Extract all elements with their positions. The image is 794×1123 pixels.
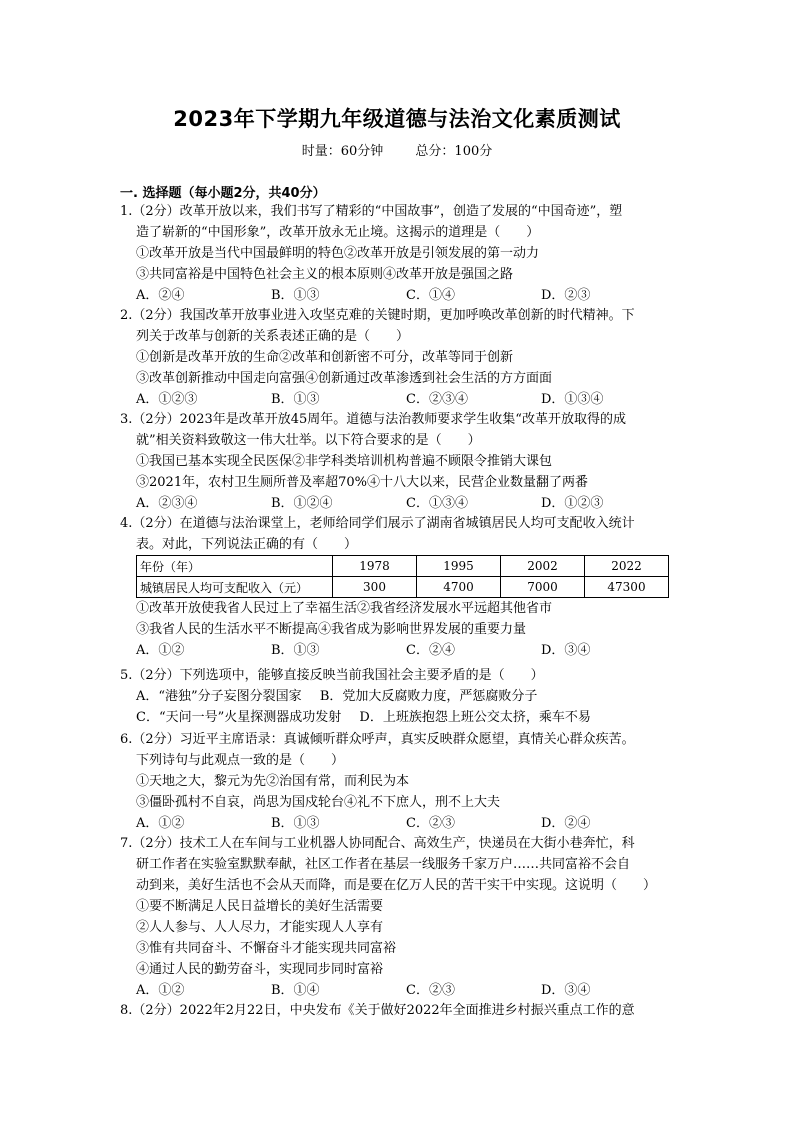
question-stem: 1.（2分）改革开放以来，我们书写了精彩的“中国故事”，创造了发展的“中国奇迹”，塑: [120, 204, 623, 219]
option-c: C．“天问一号”火星探测器成功发射: [136, 710, 342, 725]
question-stem: 就”相关资料致敬这一伟大壮举。以下符合要求的是（ ）: [136, 433, 481, 448]
time-label: 时量：60分钟: [301, 144, 384, 159]
statement-item: ③僵卧孤村不自哀，尚思为国戍轮台④礼不下庶人，刑不上大夫: [136, 795, 501, 810]
section-title: 一. 选择题（每小题2分，共40分）: [120, 186, 326, 201]
answer-options: [120, 389, 680, 410]
option-b: B．①③: [271, 392, 320, 407]
statement-item: ③2021年，农村卫生厕所普及率超70%④十八大以来，民营企业数量翻了两番: [136, 475, 588, 490]
question-1: [120, 201, 680, 306]
table-cell: 7000: [501, 577, 585, 598]
option-d: D．上班族抱怨上班公交太挤，乘车不易: [359, 710, 591, 725]
question-7: [120, 833, 680, 1001]
statement-item: ③改革创新推动中国走向富强④创新通过改革渗透到社会生活的方方面面: [136, 371, 553, 386]
question-stem: 4.（2分）在道德与法治课堂上，老师给同学们展示了湖南省城镇居民人均可支配收入统计: [120, 516, 635, 531]
page-title: 2023年下学期九年级道德与法治文化素质测试: [173, 107, 621, 131]
option-d: D．②④: [541, 816, 591, 831]
option-b: B．①③: [271, 816, 320, 831]
question-4: [120, 513, 680, 661]
table-cell: 2022: [585, 556, 669, 577]
question-8: [120, 1000, 680, 1021]
question-2: [120, 305, 680, 410]
question-stem: 列关于改革与创新的关系表述正确的是（ ）: [136, 329, 410, 344]
statement-item: ③惟有共同奋斗、不懈奋斗才能实现共同富裕: [136, 941, 397, 956]
statement-item: ①改革开放是当代中国最鲜明的特色②改革开放是引领发展的第一动力: [136, 246, 540, 261]
option-d: D．①②③: [541, 496, 604, 511]
question-stem: 2.（2分）我国改革开放事业进入攻坚克难的关键时期，更加呼唤改革创新的时代精神。下: [120, 308, 635, 323]
option-d: D．①③④: [541, 392, 604, 407]
answer-options: [120, 980, 680, 1001]
answer-options: [120, 813, 680, 834]
income-table: [136, 555, 669, 598]
exam-info: [0, 140, 794, 159]
table-cell: 4700: [417, 577, 501, 598]
question-3: [120, 409, 680, 514]
score-label: 总分：100分: [415, 144, 493, 159]
question-6: [120, 729, 680, 834]
statement-item: ③我省人民的生活水平不断提高④我省成为影响世界发展的重要力量: [136, 622, 527, 637]
option-a: A．①②: [136, 643, 185, 658]
question-stem: 5.（2分）下列选项中，能够直接反映当前我国社会主要矛盾的是（ ）: [120, 668, 544, 683]
statement-item: ①改革开放使我省人民过上了幸福生活②我省经济发展水平远超其他省市: [136, 601, 553, 616]
statement-item: ①我国已基本实现全民医保②非学科类培训机构普遍不顾限令推销大课包: [136, 454, 553, 469]
question-stem: 表。对此，下列说法正确的有（ ）: [136, 537, 358, 552]
option-d: D．②③: [541, 288, 591, 303]
question-stem: 造了崭新的“中国形象”，改革开放永无止境。这揭示的道理是（ ）: [136, 225, 540, 240]
option-c: C．②③: [406, 983, 455, 998]
option-c: C．②③: [406, 816, 455, 831]
option-b: B．①②④: [271, 496, 333, 511]
option-c: C．①③④: [406, 496, 468, 511]
question-stem: 研工作者在实验室默默奉献，社区工作者在基层一线服务千家万户……共同富裕不会自: [136, 857, 631, 872]
table-cell: 1995: [417, 556, 501, 577]
option-b: B．①③: [271, 288, 320, 303]
option-a: A．①②③: [136, 392, 198, 407]
question-stem: 3.（2分）2023年是改革开放45周年。道德与法治教师要求学生收集“改革开放取得的成: [120, 412, 626, 427]
table-cell: 300: [333, 577, 417, 598]
question-stem: 8.（2分）2022年2月22日，中央发布《关于做好2022年全面推进乡村振兴重点工作的意: [120, 1003, 635, 1018]
answer-options: [120, 285, 680, 306]
question-stem: 下列诗句与此观点一致的是（ ）: [136, 753, 345, 768]
table-cell: 1978: [333, 556, 417, 577]
table-cell: 2002: [501, 556, 585, 577]
option-b: B．党加大反腐败力度，严惩腐败分子: [319, 689, 538, 704]
answer-options: [120, 493, 680, 514]
option-b: B．①④: [271, 983, 320, 998]
option-a: A．①②: [136, 983, 185, 998]
option-a: A．②④: [136, 288, 185, 303]
statement-item: ①天地之大，黎元为先②治国有常，而利民为本: [136, 774, 410, 789]
statement-item: ①要不断满足人民日益增长的美好生活需要: [136, 899, 384, 914]
option-c: C．①④: [406, 288, 455, 303]
option-a: A．②③④: [136, 496, 198, 511]
statement-item: ④通过人民的勤劳奋斗，实现同步同时富裕: [136, 962, 384, 977]
question-stem: 6.（2分）习近平主席语录：真诚倾听群众呼声，真实反映群众愿望，真情关心群众疾苦。: [120, 732, 635, 747]
table-header-row: [137, 556, 669, 577]
question-stem: 动到来，美好生活也不会从天而降，而是要在亿万人民的苦干实干中实现。这说明（ ）: [136, 878, 657, 893]
table-cell: 城镇居民人均可支配收入（元）: [137, 577, 333, 598]
option-d: D．③④: [541, 643, 591, 658]
option-b: B．①③: [271, 643, 320, 658]
option-a: A．①②: [136, 816, 185, 831]
answer-options: [120, 686, 680, 707]
table-cell: 年份（年）: [137, 556, 333, 577]
option-c: C．②③④: [406, 392, 468, 407]
answer-options: [120, 640, 680, 661]
statement-item: ③共同富裕是中国特色社会主义的根本原则④改革开放是强国之路: [136, 267, 514, 282]
option-a: A．“港独”分子妄图分裂国家: [136, 689, 302, 704]
question-5: [120, 665, 680, 728]
option-c: C．②④: [406, 643, 455, 658]
table-row: [137, 577, 669, 598]
question-stem: 7.（2分）技术工人在车间与工业机器人协同配合、高效生产，快递员在大街小巷奔忙，科: [120, 836, 635, 851]
answer-options: [120, 707, 680, 728]
statement-item: ②人人参与、人人尽力，才能实现人人享有: [136, 920, 384, 935]
option-d: D．③④: [541, 983, 591, 998]
statement-item: ①创新是改革开放的生命②改革和创新密不可分，改革等同于创新: [136, 350, 514, 365]
table-cell: 47300: [585, 577, 669, 598]
